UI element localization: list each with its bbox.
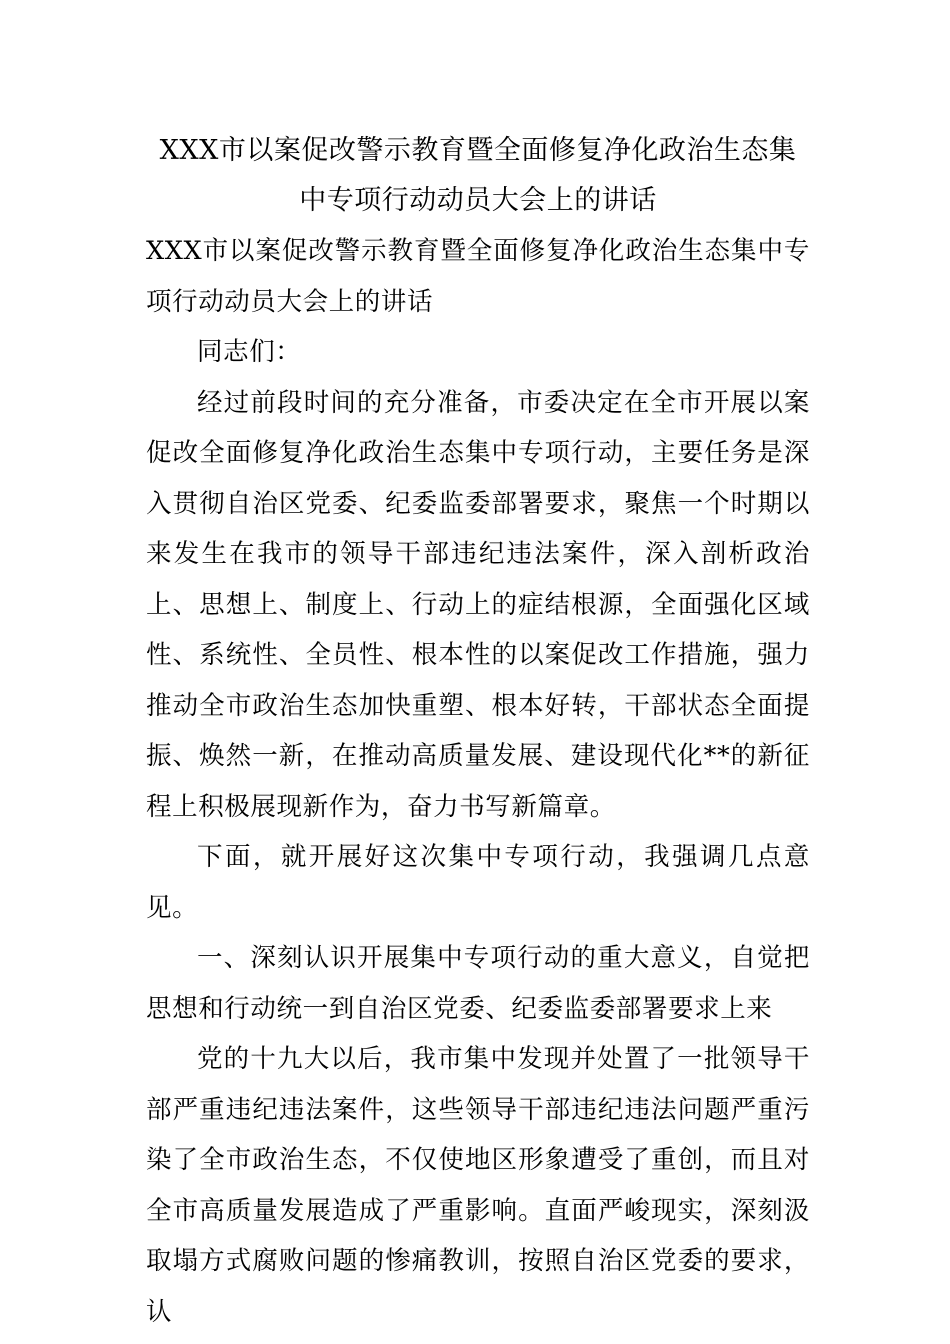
document-title: XXX市以案促改警示教育暨全面修复净化政治生态集中专项行动动员大会上的讲话 bbox=[159, 135, 797, 216]
salutation: 同志们： bbox=[197, 337, 302, 367]
document-subtitle: XXX市以案促改警示教育暨全面修复净化政治生态集中专项行动动员大会上的讲话 bbox=[146, 236, 810, 317]
document-body bbox=[146, 126, 810, 1337]
section-heading-one: 一、深刻认识开展集中专项行动的重大意义，自觉把思想和行动统一到自治区党委、纪委监委部署要求上来 bbox=[146, 943, 810, 1024]
paragraph-opinions: 下面，就开展好这次集中专项行动，我强调几点意见。 bbox=[146, 842, 810, 923]
paragraph-background: 党的十九大以后，我市集中发现并处置了一批领导干部严重违纪违法案件，这些领导干部违纪违法问题严重污染了全市政治生态，不仅使地区形象遭受了重创，而且对全市高质量发展造成了严重影响。直面严峻现实，深刻汲取塌方式腐败问题的惨痛教训，按照自治区党委的要求，认 bbox=[146, 1044, 810, 1327]
paragraph-intro: 经过前段时间的充分准备，市委决定在全市开展以案促改全面修复净化政治生态集中专项行动，主要任务是深入贯彻自治区党委、纪委监委部署要求，聚焦一个时期以来发生在我市的领导干部违纪违法案件，深入剖析政治上、思想上、制度上、行动上的症结根源，全面强化区域性、系统性、全员性、根本性的以案促改工作措施，强力推动全市政治生态加快重塑、根本好转，干部状态全面提振、焕然一新，在推动高质量发展、建设现代化**的新征程上积极展现新作为，奋力书写新篇章。 bbox=[146, 387, 810, 822]
